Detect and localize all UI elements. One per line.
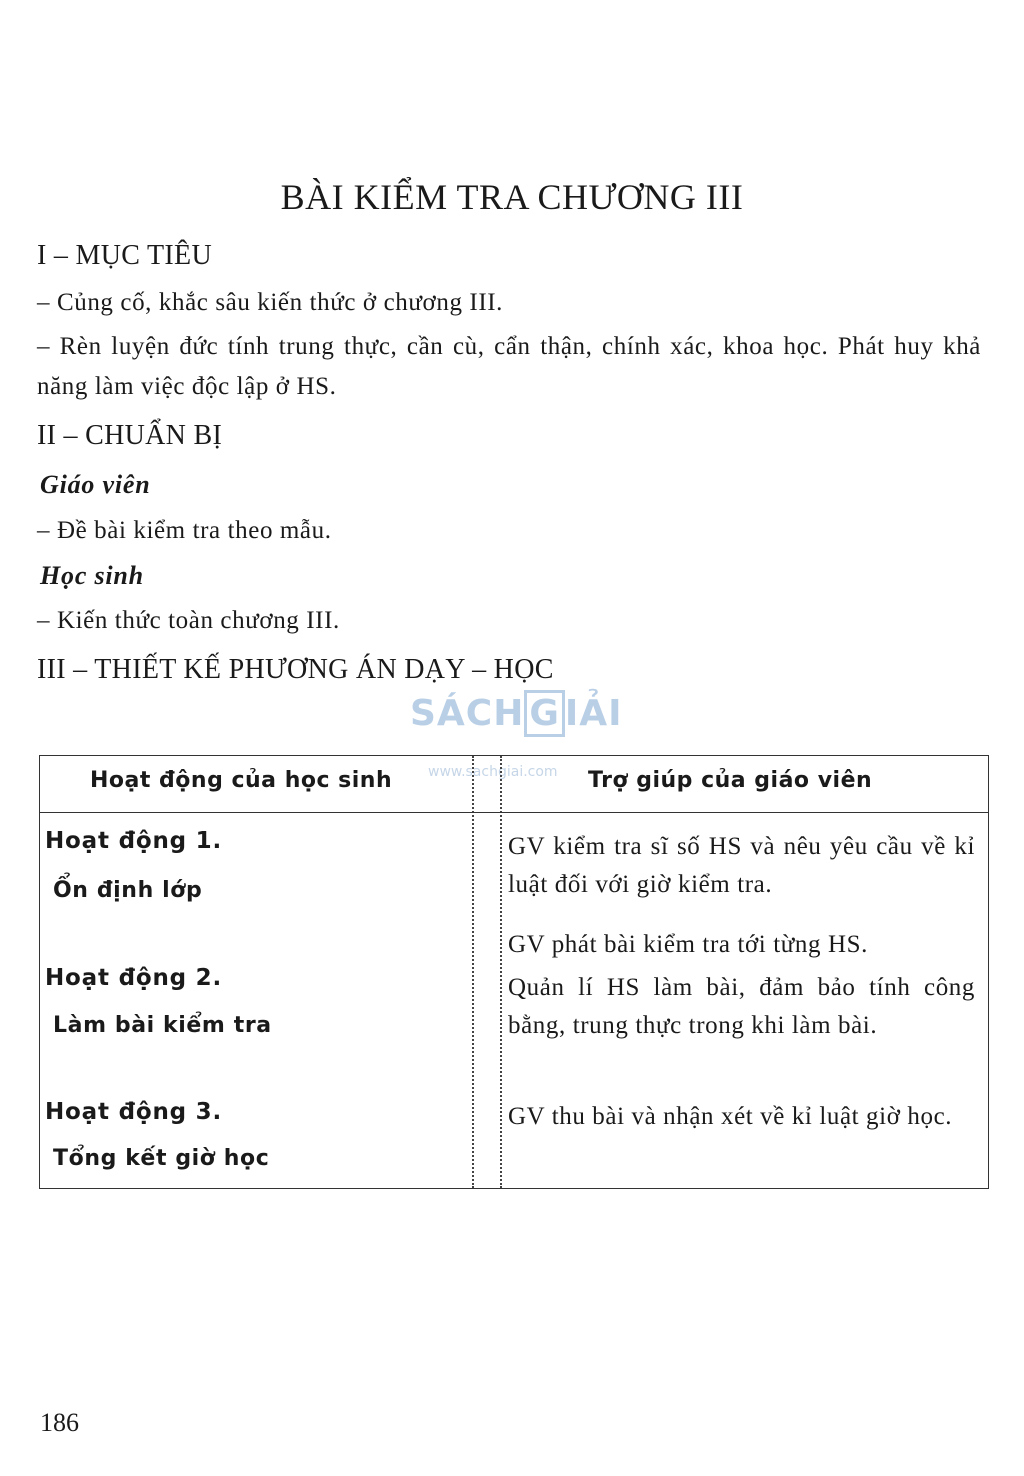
page-title: BÀI KIỂM TRA CHƯƠNG III <box>280 177 744 217</box>
watermark-url: www.sachgiai.com <box>428 764 558 780</box>
teacher-label: Giáo viên <box>40 470 151 499</box>
objective-item-2: – Rèn luyện đức tính trung thực, cần cù, cẩn thận, chính xác, khoa học. Phát huy khả năng làm việc độc lập ở HS. <box>37 333 981 400</box>
column-header-teacher: Trợ giúp của giáo viên <box>588 768 873 793</box>
column-divider <box>500 756 502 1188</box>
section-heading-lesson-plan: III – THIẾT KẾ PHƯƠNG ÁN DẠY – HỌC <box>37 654 554 685</box>
student-label: Học sinh <box>40 561 144 590</box>
activity-name-1: Ổn định lớp <box>53 878 203 903</box>
page-number: 186 <box>40 1408 79 1437</box>
watermark-logo: SÁCH G IẢI <box>410 694 620 734</box>
watermark <box>410 693 623 780</box>
teacher-help-4: GV thu bài và nhận xét về kỉ luật giờ học. <box>508 1103 953 1130</box>
activity-title-1: Hoạt động 1. <box>45 828 223 854</box>
teacher-help-2: GV phát bài kiểm tra tới từng HS. <box>508 931 868 958</box>
activity-title-3: Hoạt động 3. <box>45 1099 223 1125</box>
activity-table <box>39 755 989 1189</box>
teacher-item: – Đề bài kiểm tra theo mẫu. <box>37 517 332 544</box>
teacher-help-1: GV kiểm tra sĩ số HS và nêu yêu cầu về kỉ luật đối với giờ kiểm tra. <box>508 833 975 898</box>
section-heading-preparation: II – CHUẨN BỊ <box>37 420 223 451</box>
teacher-help-3: Quản lí HS làm bài, đảm bảo tính công bằng, trung thực trong khi làm bài. <box>508 974 975 1039</box>
activity-name-2: Làm bài kiểm tra <box>53 1013 272 1038</box>
objective-item-1: – Củng cố, khắc sâu kiến thức ở chương III. <box>37 289 504 316</box>
column-header-student: Hoạt động của học sinh <box>90 768 393 793</box>
activity-title-2: Hoạt động 2. <box>45 965 223 991</box>
header-divider <box>40 812 988 813</box>
activity-name-3: Tổng kết giờ học <box>53 1146 270 1171</box>
student-item: – Kiến thức toàn chương III. <box>37 607 340 634</box>
section-heading-objectives: I – MỤC TIÊU <box>37 240 212 271</box>
column-divider <box>472 756 474 1188</box>
